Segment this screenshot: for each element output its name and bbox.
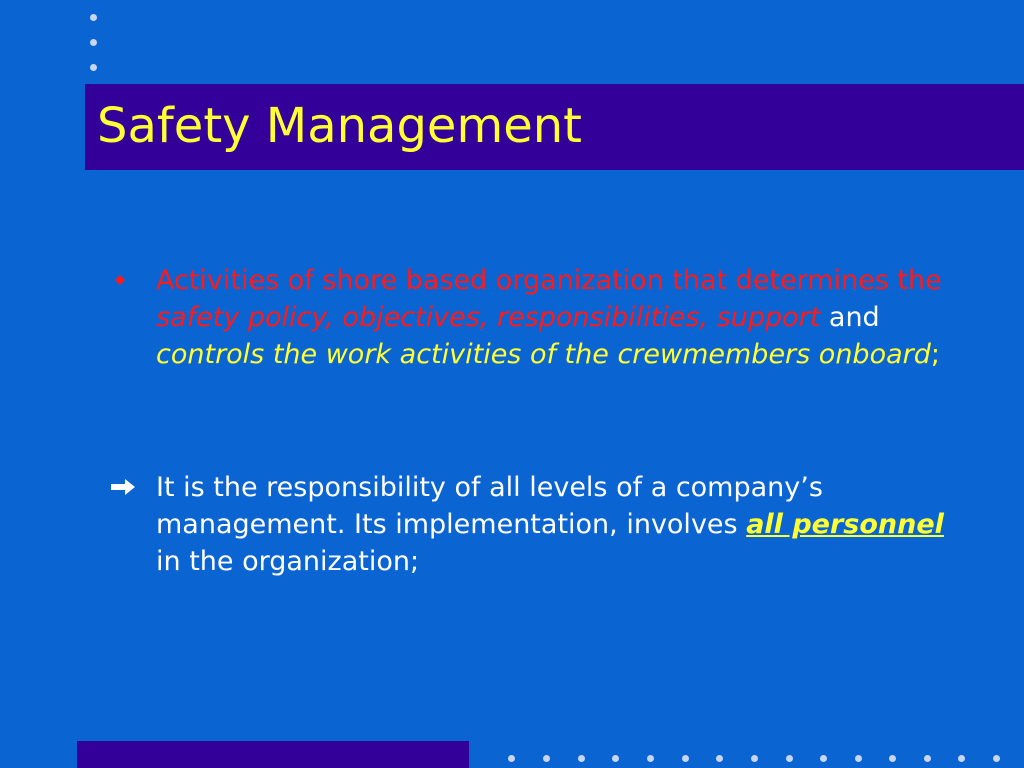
bullet-1-segment-5: ; bbox=[930, 339, 940, 370]
decorative-dot bbox=[958, 755, 965, 762]
decorative-dot bbox=[90, 14, 97, 21]
decorative-dot bbox=[786, 755, 793, 762]
decorative-dot bbox=[855, 755, 862, 762]
decorative-dot bbox=[993, 755, 1000, 762]
decorative-dot bbox=[889, 755, 896, 762]
bullet-2-segment-1: It is the responsibility of all levels of a company’s management. Its implementation, involves bbox=[156, 472, 823, 540]
decorative-dot bbox=[682, 755, 689, 762]
decorative-dot bbox=[924, 755, 931, 762]
footer-bar bbox=[77, 741, 469, 768]
decorative-dot bbox=[820, 755, 827, 762]
bullet-item-2 bbox=[108, 469, 958, 584]
bullet-1-segment-3: and bbox=[820, 302, 880, 333]
bullet-text-1 bbox=[156, 262, 966, 373]
diamond-bullet-icon bbox=[108, 262, 148, 298]
bullet-1-segment-4: controls the work activities of the crewmembers onboard bbox=[156, 339, 931, 370]
slide-title: Safety Management bbox=[97, 98, 582, 154]
bullet-text-2 bbox=[156, 469, 966, 580]
arrow-right-bullet-icon bbox=[108, 469, 148, 505]
decorative-dot bbox=[647, 755, 654, 762]
decorative-dot bbox=[751, 755, 758, 762]
bullet-1-segment-1: Activities of shore based organization that determines the bbox=[156, 265, 942, 296]
bullet-item-1 bbox=[108, 262, 958, 412]
decorative-dot bbox=[90, 64, 97, 71]
decorative-dot bbox=[543, 755, 550, 762]
decorative-dot bbox=[508, 755, 515, 762]
bullet-2-segment-3: in the organization; bbox=[156, 546, 420, 577]
title-bar bbox=[85, 84, 1024, 170]
decorative-dot bbox=[90, 39, 97, 46]
decorative-dot bbox=[716, 755, 723, 762]
bullet-2-segment-2: all personnel bbox=[746, 509, 944, 540]
decorative-dot bbox=[578, 755, 585, 762]
decorative-dot bbox=[612, 755, 619, 762]
bullet-1-segment-2: safety policy, objectives, responsibilities, support bbox=[156, 302, 821, 333]
